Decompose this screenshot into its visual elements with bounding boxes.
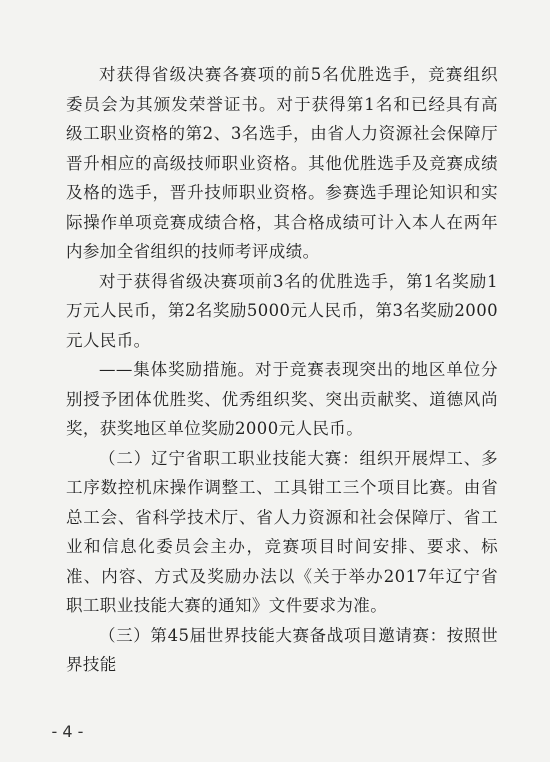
paragraph-cash-awards: 对于获得省级决赛项前3名的优胜选手，第1名奖励1万元人民币，第2名奖励5000元人民币，第3名奖励2000元人民币。: [66, 271, 498, 350]
paragraph-section-three: （三）第45届世界技能大赛备战项目邀请赛：按照世界技能: [66, 625, 498, 674]
paragraph-collective-awards: ——集体奖励措施。对于竞赛表现突出的地区单位分别授予团体优胜奖、优秀组织奖、突出贡献奖、道德风尚奖，获奖地区单位奖励2000元人民币。: [66, 360, 498, 438]
paragraph-honor-certificates: 对获得省级决赛各赛项的前5名优胜选手，竞赛组织委员会为其颁发荣誉证书。对于获得第1名和已经具有高级工职业资格的第2、3名选手，由省人力资源社会保障厅晋升相应的高级技师职业资格。其他优胜选手及竞赛成绩及格的选手，晋升技师职业资格。参赛选手理论知识和实际操作单项竞赛成绩合格，其合格成绩可计入本人在两年内参加全省组织的技师考评成绩。: [66, 65, 498, 261]
paragraph-section-two: （二）辽宁省职工职业技能大赛：组织开展焊工、多工序数控机床操作调整工、工具钳工三个项目比赛。由省总工会、省科学技术厅、省人力资源和社会保障厅、省工业和信息化委员会主办，竞赛项目时间安排、要求、标准、内容、方式及奖励办法以《关于举办2017年辽宁省职工职业技能大赛的通知》文件要求为准。: [66, 448, 498, 615]
body-text: [66, 60, 498, 680]
page-number: - 4 -: [51, 722, 84, 741]
